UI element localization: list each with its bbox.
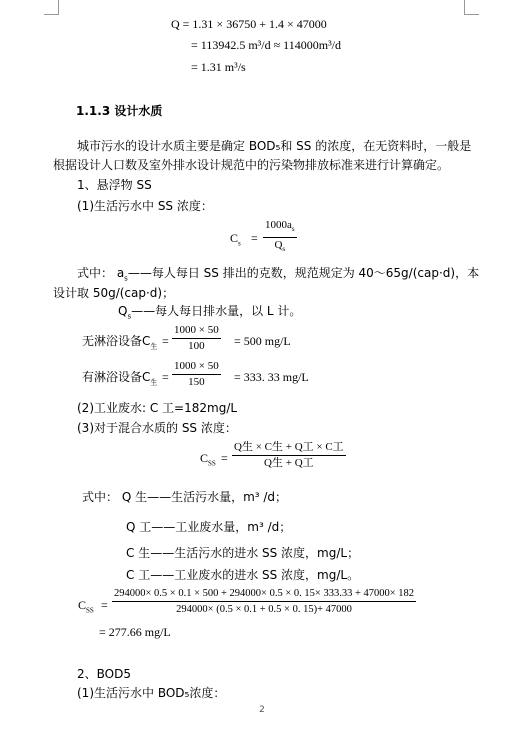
formula-cs-lhs: $C_s$ <box>230 231 241 248</box>
no-bath-result: = 500 mg/L <box>234 334 291 348</box>
formula-css-fraction: Q生 × C生 + Q工 × C工 Q生 + Q工 <box>234 441 344 469</box>
calc-css-eq: = <box>101 598 108 612</box>
calc-css-result: = 277.66 mg/L <box>99 625 171 639</box>
with-bath-result: = 333. 33 mg/L <box>234 370 309 384</box>
formula-cs-fraction: $1000a_s$ $Q_s$ <box>265 219 295 254</box>
item-2-sub-1: (1)生活污水中 BOD₅浓度： <box>77 686 226 700</box>
crop-mark-top-left <box>44 0 59 15</box>
calc-line-2: = 113942.5 m³/d ≈ 114000m³/d <box>191 38 341 52</box>
with-bath-label: 有淋浴设备$C_生$ <box>82 370 158 387</box>
calc-css-lhs: $C_{SS}$ <box>78 598 94 615</box>
no-bath-fraction: 1000 × 50 100 <box>174 324 219 352</box>
paragraph-line-2: 根据设计人口数及室外排水设计规范中的污染物排放标准来进行计算确定。 <box>53 158 450 172</box>
formula-css-eq: = <box>221 451 228 465</box>
where-qs: $Q_s——$每人每日排水量，以 L 计。 <box>118 304 302 321</box>
no-bath-label: 无淋浴设备$C_生$ <box>82 334 158 351</box>
calc-line-1: Q = 1.31 × 36750 + 1.4 × 47000 <box>171 17 327 31</box>
crop-mark-top-right <box>464 0 479 15</box>
section-heading: 1.1.3 设计水质 <box>76 104 163 118</box>
no-bath-eq: = <box>162 334 169 348</box>
page-number: 2 <box>259 705 265 715</box>
formula-cs-eq: = <box>251 231 258 245</box>
paragraph-line-1: 城市污水的设计水质主要是确定 BOD₅和 SS 的浓度，在无资料时，一般是 <box>77 139 472 153</box>
formula-css-lhs: $C_{SS}$ <box>200 451 216 468</box>
item-1-title: 1、悬浮物 SS <box>77 178 152 192</box>
sub-1-title: (1)生活污水中 SS 浓度： <box>77 199 213 213</box>
where-as-line-1: 式中： $a_s——$每人每日 SS 排出的克数，规范规定为 40～65g/(cap·d)，本 <box>77 266 480 283</box>
where-list-4: C 工——工业废水的进水 SS 浓度，mg/L。 <box>126 568 360 582</box>
calc-css-fraction: 294000× 0.5 × 0.1 × 500 + 294000× 0.5 × 0. 15× 333.33 + 47000× 182 294000× (0.5 × 0.1 + 0.5 × 0. 15)+ 47000 <box>114 588 415 615</box>
with-bath-fraction: 1000 × 50 150 <box>174 360 219 388</box>
sub-3-mixed: (3)对于混合水质的 SS 浓度： <box>77 421 237 435</box>
where-list-3: C 生——生活污水的进水 SS 浓度，mg/L； <box>126 546 360 560</box>
sub-2-industrial: (2)工业废水: C 工=182mg/L <box>77 401 238 415</box>
calc-line-3: = 1.31 m³/s <box>191 60 246 74</box>
where-as-line-2: 设计取 50g/(cap·d)； <box>53 286 175 300</box>
with-bath-eq: = <box>162 370 169 384</box>
where-list-1: 式中： Q 生——生活污水量，m³ /d； <box>82 490 288 504</box>
where-list-2: Q 工——工业废水量，m³ /d； <box>126 520 292 534</box>
item-2-title: 2、BOD5 <box>77 667 131 681</box>
